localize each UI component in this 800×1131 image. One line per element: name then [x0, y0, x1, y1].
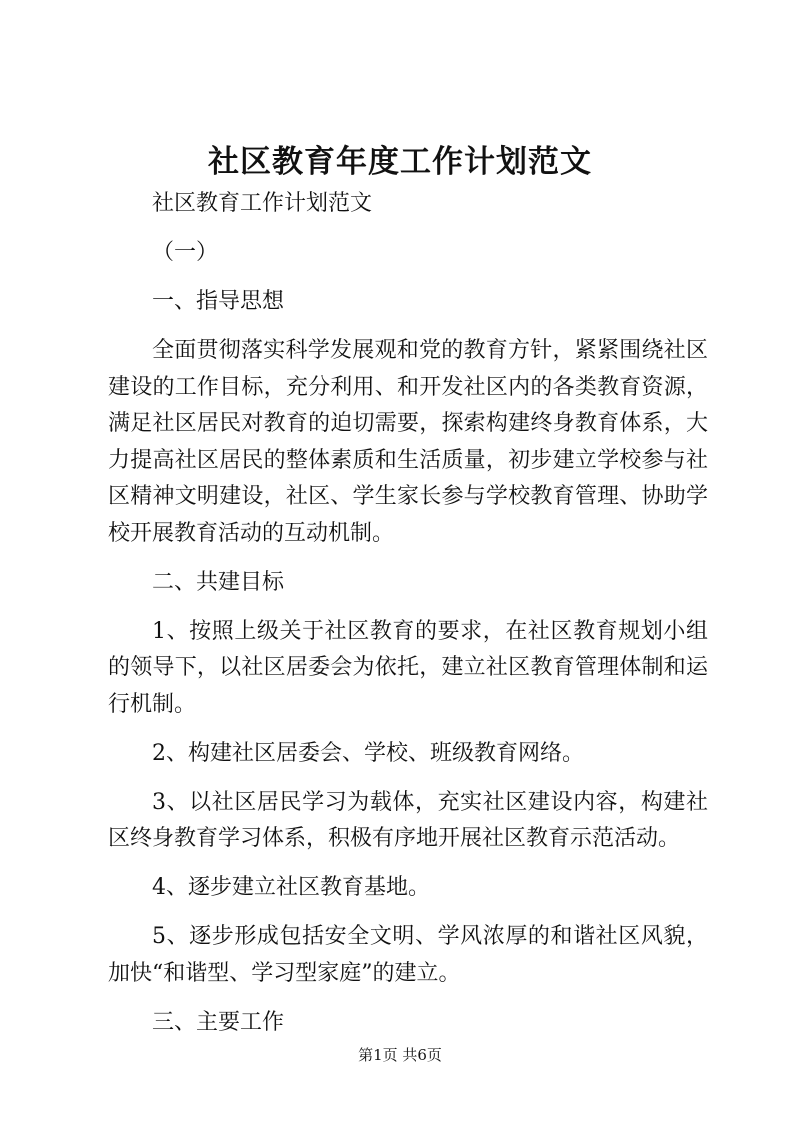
document-body — [108, 186, 708, 1041]
paragraph-goal-1: 1、按照上级关于社区教育的要求，在社区教育规划小组的领导下，以社区居委会为依托，建立社区教育管理体制和运行机制。 — [108, 618, 708, 717]
paragraph-goal-5: 5、逐步形成包括安全文明、学风浓厚的和谐社区风貌，加快“和谐型、学习型家庭”的建立。 — [108, 924, 708, 986]
paragraph-subtitle: 社区教育工作计划范文 — [152, 191, 373, 216]
paragraph-goal-2: 2、构建社区居委会、学校、班级教育网络。 — [152, 740, 584, 766]
paragraph-goal-4: 4、逐步建立社区教育基地。 — [152, 875, 430, 900]
heading-joint-goals: 二、共建目标 — [152, 569, 285, 595]
heading-main-work: 三、主要工作 — [152, 1009, 285, 1035]
paragraph-goal-3: 3、以社区居民学习为载体，充实社区建设内容，构建社区终身教育学习体系，积极有序地开展社区教育示范活动。 — [108, 789, 708, 851]
document-title: 社区教育年度工作计划范文 — [208, 144, 592, 180]
paragraph-section-number: （一） — [152, 240, 219, 265]
heading-guiding-thought: 一、指导思想 — [152, 289, 285, 314]
paragraph-guiding-thought: 全面贯彻落实科学发展观和党的教育方针，紧紧围绕社区建设的工作目标，充分利用、和开发社区内的各类教育资源，满足社区居民对教育的迫切需要，探索构建终身教育体系，大力提高社区居民的整体素质和生活质量，初步建立学校参与社区精神文明建设，社区、学生家长参与学校教育管理、协助学校开展教育活动的互动机制。 — [108, 338, 708, 546]
page-footer: 第1页 共6页 — [358, 1046, 442, 1064]
